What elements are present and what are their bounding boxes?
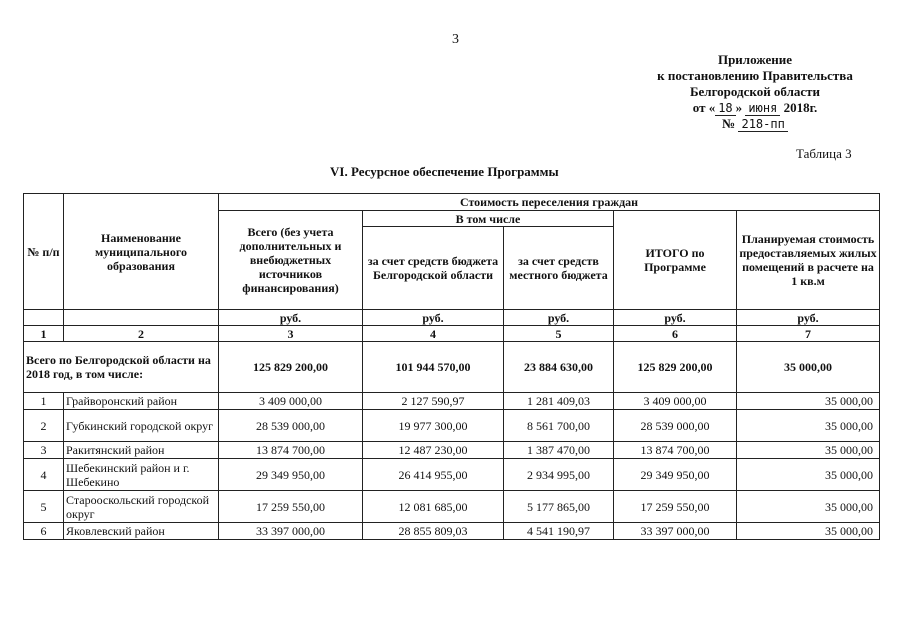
total-row-value: 23 884 630,00 <box>504 342 614 393</box>
row-name: Старооскольский городской округ <box>64 491 219 523</box>
row-number: 1 <box>24 393 64 410</box>
date-prefix: от « <box>692 100 716 115</box>
table-row <box>24 491 880 523</box>
row-value: 35 000,00 <box>737 393 880 410</box>
date-day: 18 <box>715 101 735 116</box>
total-row <box>24 342 880 393</box>
unit-label: руб. <box>614 310 737 326</box>
row-number: 3 <box>24 442 64 459</box>
row-number: 6 <box>24 523 64 540</box>
row-value: 35 000,00 <box>737 459 880 491</box>
header-name: Наименование муниципального образования <box>64 194 219 310</box>
resource-table <box>23 193 880 540</box>
col-number: 6 <box>614 326 737 342</box>
row-value: 28 539 000,00 <box>614 410 737 442</box>
date-mid: » <box>735 100 743 115</box>
row-number: 5 <box>24 491 64 523</box>
row-name: Ракитянский район <box>64 442 219 459</box>
row-name: Грайворонский район <box>64 393 219 410</box>
table-row <box>24 442 880 459</box>
col-number: 2 <box>64 326 219 342</box>
col-number: 5 <box>504 326 614 342</box>
row-value: 33 397 000,00 <box>614 523 737 540</box>
row-value: 2 934 995,00 <box>504 459 614 491</box>
col-number: 1 <box>24 326 64 342</box>
unit-label: руб. <box>219 310 363 326</box>
row-value: 29 349 950,00 <box>219 459 363 491</box>
row-number: 2 <box>24 410 64 442</box>
row-value: 19 977 300,00 <box>363 410 504 442</box>
row-value: 12 487 230,00 <box>363 442 504 459</box>
row-name: Яковлевский район <box>64 523 219 540</box>
date-year: 2018г. <box>783 100 818 115</box>
row-value: 3 409 000,00 <box>219 393 363 410</box>
header-regional: за счет средств бюджета Белгородской области <box>363 227 504 310</box>
number-prefix: № <box>722 116 736 131</box>
row-value: 12 081 685,00 <box>363 491 504 523</box>
unit-label: руб. <box>737 310 880 326</box>
table-row <box>24 410 880 442</box>
header-total: Всего (без учета дополнительных и внебюджетных источников финансирования) <box>219 211 363 310</box>
unit-label: руб. <box>363 310 504 326</box>
row-value: 29 349 950,00 <box>614 459 737 491</box>
row-value: 35 000,00 <box>737 410 880 442</box>
row-value: 13 874 700,00 <box>614 442 737 459</box>
header-cost-group: Стоимость переселения граждан <box>219 194 880 211</box>
header-local: за счет средств местного бюджета <box>504 227 614 310</box>
row-value: 26 414 955,00 <box>363 459 504 491</box>
page-number: 3 <box>452 32 459 47</box>
row-value: 35 000,00 <box>737 523 880 540</box>
row-value: 1 387 470,00 <box>504 442 614 459</box>
unit-label: руб. <box>504 310 614 326</box>
appendix-title: Приложение <box>717 52 793 67</box>
row-number: 4 <box>24 459 64 491</box>
row-value: 8 561 700,00 <box>504 410 614 442</box>
total-row-value: 35 000,00 <box>737 342 880 393</box>
appendix-block <box>600 52 905 132</box>
row-value: 28 855 809,03 <box>363 523 504 540</box>
row-value: 35 000,00 <box>737 491 880 523</box>
row-value: 17 259 550,00 <box>219 491 363 523</box>
row-value: 4 541 190,97 <box>504 523 614 540</box>
col-number: 7 <box>737 326 880 342</box>
section-title: VI. Ресурсное обеспечение Программы <box>330 164 559 179</box>
table-row <box>24 459 880 491</box>
row-value: 5 177 865,00 <box>504 491 614 523</box>
row-value: 17 259 550,00 <box>614 491 737 523</box>
table-row <box>24 393 880 410</box>
row-value: 2 127 590,97 <box>363 393 504 410</box>
total-row-value: 101 944 570,00 <box>363 342 504 393</box>
total-row-value: 125 829 200,00 <box>219 342 363 393</box>
appendix-date <box>600 100 905 116</box>
header-itogo: ИТОГО по Программе <box>614 211 737 310</box>
col-number: 4 <box>363 326 504 342</box>
row-name: Шебекинский район и г. Шебекино <box>64 459 219 491</box>
appendix-resolution: к постановлению Правительства <box>657 68 853 83</box>
row-value: 13 874 700,00 <box>219 442 363 459</box>
row-value: 28 539 000,00 <box>219 410 363 442</box>
col-number: 3 <box>219 326 363 342</box>
row-value: 1 281 409,03 <box>504 393 614 410</box>
table-row <box>24 523 880 540</box>
total-row-name: Всего по Белгородской области на 2018 год, в том числе: <box>24 342 219 393</box>
row-value: 35 000,00 <box>737 442 880 459</box>
number-value: 218-пп <box>738 117 787 132</box>
header-planned: Планируемая стоимость предоставляемых жилых помещений в расчете на 1 кв.м <box>737 211 880 310</box>
date-month: июня <box>745 101 780 116</box>
table-label: Таблица 3 <box>796 146 852 161</box>
row-value: 3 409 000,00 <box>614 393 737 410</box>
appendix-number <box>600 116 905 132</box>
row-name: Губкинский городской округ <box>64 410 219 442</box>
header-including: В том числе <box>363 211 614 227</box>
total-row-value: 125 829 200,00 <box>614 342 737 393</box>
row-value: 33 397 000,00 <box>219 523 363 540</box>
appendix-region: Белгородской области <box>689 84 821 99</box>
header-num: № п/п <box>24 194 64 310</box>
